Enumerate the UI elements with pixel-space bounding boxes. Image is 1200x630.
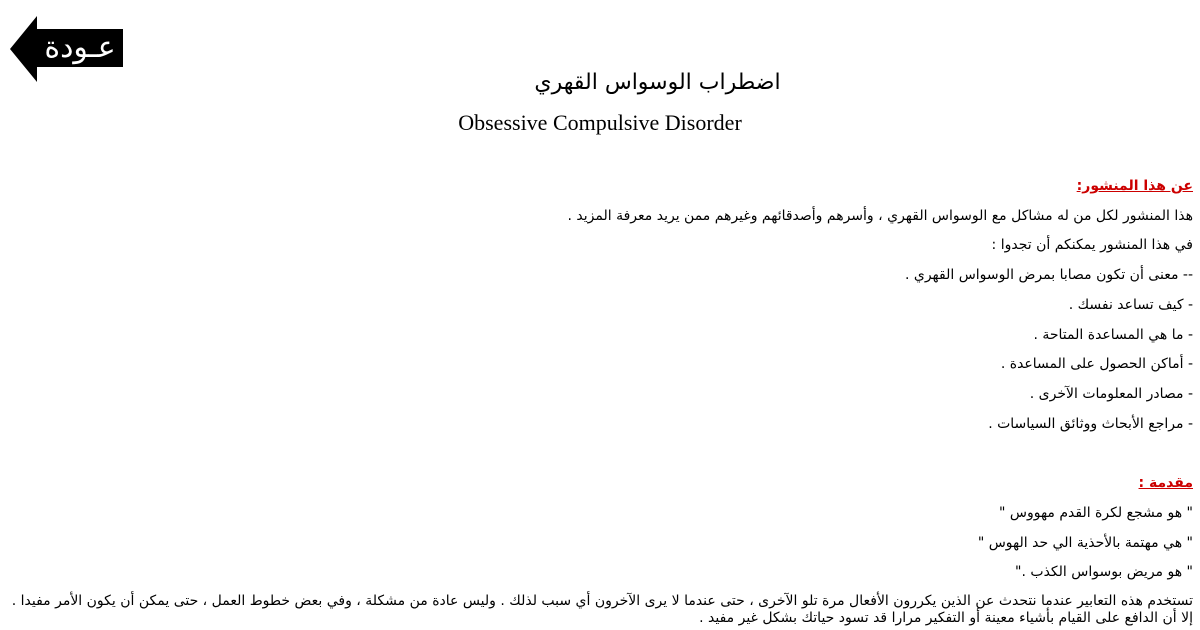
quote-line: " هو مريض بوسواس الكذب .": [1015, 564, 1193, 580]
page-title-arabic: اضطراب الوسواس القهري: [534, 70, 781, 95]
back-button-label: عـودة: [44, 30, 116, 65]
list-item: -- معنى أن تكون مصابا بمرض الوسواس القهري .: [904, 267, 1193, 283]
about-heading: عن هذا المنشور:: [1076, 178, 1193, 194]
list-item: - مصادر المعلومات الآخرى .: [1029, 386, 1193, 402]
about-intro: هذا المنشور لكل من له مشاكل مع الوسواس القهري ، وأسرهم وأصدقائهم وغيرهم ممن يريد معرفة المزيد .: [567, 208, 1193, 224]
introduction-paragraph: تستخدم هذه التعابير عندما نتحدث عن الذين يكررون الأفعال مرة تلو الآخرى ، حتى عندما لا يرى الآخرون أي سبب لذلك . وليس عادة من مشكلة ، وفي بعض خطوط العمل ، حتى يمكن أن يكون الأمر مفيدا . إلا أن الدافع على القيام بأشياء معينة أو التفكير مرارا قد تسود حياتك بشكل غير مفيد .: [11, 593, 1193, 626]
quote-line: " هي مهتمة بالأحذية الي حد الهوس ": [977, 535, 1193, 551]
about-contents-intro: في هذا المنشور يمكنكم أن تجدوا :: [991, 237, 1193, 253]
page-title-english: Obsessive Compulsive Disorder: [458, 110, 742, 135]
list-item: - أماكن الحصول على المساعدة .: [1000, 356, 1193, 372]
list-item: - كيف تساعد نفسك .: [1068, 297, 1193, 313]
list-item: - مراجع الأبحاث ووثائق السياسات .: [988, 416, 1193, 432]
quote-line: " هو مشجع لكرة القدم مهووس ": [998, 505, 1193, 521]
list-item: - ما هي المساعدة المتاحة .: [1033, 327, 1193, 343]
introduction-heading: مقدمة :: [1138, 475, 1193, 491]
